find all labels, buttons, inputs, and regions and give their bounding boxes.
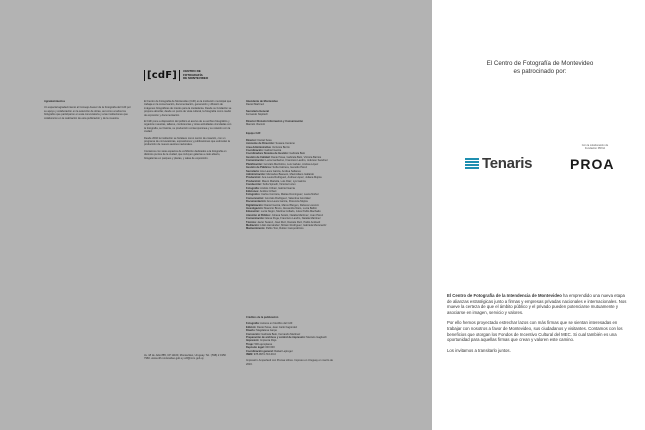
authority-3-name: Marcelo Visconti [246, 123, 265, 127]
credit-line: Corrección: Gabriela Belo, Fernando Martínez [246, 332, 301, 336]
intro-paragraph-3: Desde 2002 la institución se fortalece como centro de creación, con un programa de convocatorias, exposiciones y publicaciones que estimulan la producción de nuevos autores nacionales. [144, 136, 230, 147]
team-line: Comunicación: Elena Pega, Francisco Landro, Natalia Martínez [246, 217, 321, 221]
authority-1-role: Intendente de Montevideo [246, 100, 278, 103]
intro-paragraph-4: Contamos con siete espacios de exhibición dedicados a la fotografía en distintos puntos de la ciudad, que incluyen galerías a cielo abierto, fotogalerías en parques y plazas, y salas de exposición. [144, 149, 227, 160]
team-line: Gestión de Calidad: Daniel Sosa, Gabriela Belo, Victoria Barrios [246, 155, 322, 159]
logo-line-3: DE MONTEVIDEO [183, 76, 209, 81]
thanks-column [44, 100, 132, 123]
address-block [144, 354, 232, 364]
credits-column [246, 316, 338, 369]
credit-line: Tiraje: 500 ejemplares [246, 342, 273, 346]
team-title: Equipo CdF [246, 132, 261, 136]
proa-caption [570, 144, 620, 150]
body-paragraph-3: Los invitamos a transitarlo juntos. [447, 347, 511, 353]
credit-line: Coordinación general: Rafael Lejtreger [246, 349, 293, 353]
credit-line: Impresión: Imprenta Rojo [246, 339, 277, 343]
team-line: Fotografía: Andrés Cribari, Gabriel Garcia [246, 186, 295, 190]
team-line: Investigación: Mauricio Bruno, Alexandra Nieto, Lucía Bellini [246, 206, 317, 210]
credit-line: Diseño: Magdalena Gerpe [246, 329, 278, 333]
team-line: Secretaría: Ana Laura García, Andrea Sellanes [246, 169, 301, 173]
authorities-column [246, 100, 338, 231]
intro-paragraph-2: El CdF pone a disposición del público el acervo de su archivo fotográfico y organiza muestras, talleres, conferencias y otras actividades vinculadas con la fotografía, su historia, su producción contemporánea y su relación con la ciudad. [144, 120, 232, 134]
body-paragraph-1 [447, 293, 630, 315]
team-line: Conservación: Gonzalo Rodriguez, Valentina González [246, 196, 311, 200]
team-line: Comunicación: Lucía Garbarino, Francisco Landro, Jeferson Sanchez [246, 159, 328, 163]
sponsor-body [447, 293, 630, 358]
team-line: Ediciones: Andrés Cribari [246, 189, 277, 193]
credit-line: Depósito legal: 000 000 [246, 346, 275, 350]
team-line: Producción: Mauro Martella, Luis Díaz, Lys Gainza [246, 179, 306, 183]
thanks-text: Un especial agradecimiento al Consejo Asesor de la Fotografía del CdF por su apoyo y colaboración en la selección de obras, así como a todos los fotógrafos que participaron en esta convocatoria y a las instituciones que colaboraron en la realización de esta publicación y de la muestra. [44, 106, 131, 120]
cdf-logo-text [183, 70, 208, 81]
team-line: Área Administrativa: Verónica Berrio [246, 145, 290, 149]
team-line: Atención al Público: Johana Sotelo, Natalia Martínez, Juan Pérez [246, 213, 324, 217]
credit-line: Edición: Daniel Sosa, Jean Carlo Fagúndez [246, 325, 298, 329]
credit-line: Preparación de archivos y control de impresión: Marcelo Gagliardi [246, 336, 327, 340]
team-line: Director: Daniel Sosa [246, 138, 272, 142]
tenaris-stripes-icon [465, 158, 479, 170]
authority-2 [246, 110, 338, 117]
sponsor-heading-line-1: El Centro de Fotografía de Montevideo [486, 60, 594, 67]
body-paragraph-2: Por ello hemos proyectado estrechar lazos con más firmas que se sientan interesadas en trabajar con nosotros a favor de Montevideo, sus ciudadanos y visitantes. Contamos con los beneficios que otorgan los Fondos de Incentivo Cultural del MEC. Si cual también es una oportunidad para aquellas firmas que crean y valoren este camino. [447, 320, 623, 343]
team-line: Planificación: Gonzalo Mazzolino, Luis Galván, Andrea López [246, 162, 319, 166]
team-line: Coordinación: Gabriel García [246, 149, 282, 153]
authority-3-role: Director División Información y Comunicación [246, 119, 304, 123]
team-line: Asistente de Dirección: Susana Centeno [246, 142, 295, 146]
authority-2-name: Fernando Nopitsch [246, 113, 268, 117]
team-line: Producción: Ana Laura Rodriguez, Andrea López, Juliana Mujica [246, 176, 322, 180]
tenaris-logo [465, 155, 532, 172]
team-line: Conducción: Sofía Spinelli, Victoria Iruzun [246, 183, 296, 187]
team-line: Administración: Mercedes Bausero, Maximiliano Gallardo [246, 172, 314, 176]
cdf-logo [144, 70, 208, 81]
proa-caption-line-2: Fundación PROA [584, 147, 606, 151]
proa-caption-line-1: Con la colaboración de [581, 144, 609, 147]
thanks-title: Agradecimientos [44, 100, 66, 103]
logo-line-1: CENTRO DE [183, 69, 201, 74]
credits-title: Créditos de la publicación [246, 316, 279, 319]
address-text: Av. 18 de Julio 885, CP 11100, Montevideo, Uruguay. Tel.: (598) 2 1950 7960. www.cdf.montevideo.gub.uy cdf@imm.gub.uy [144, 354, 226, 361]
team-list [246, 139, 338, 231]
authority-1 [246, 100, 338, 107]
sponsor-heading-line-2: es patrocinado por: [513, 68, 567, 75]
team-line: Técnica: Javier Suárez, José Ruiz, Daniele Ruiz, Pablo Andreoli [246, 220, 321, 224]
credit-line: ISBN: 978-9974-716-00-0 [246, 353, 276, 357]
credits-list [246, 322, 338, 356]
team-line: Documentación: Ana Laura García, Florencia Mujica [246, 200, 308, 204]
intro-paragraph-1: El Centro de Fotografía de Montevideo (CdF) es la institución municipal que trabaja en la conservación, documentación, generación y difusión de imágenes fotográficas de interés para la ciudadanía. Desde su fundación se propone abordar, desde un punto de vista cultural, la fotografía como medio de expresión y documentación. [144, 100, 232, 117]
logo-line-2: FOTOGRAFÍA [183, 72, 203, 77]
intro-column [144, 100, 232, 163]
team-line: Digitalización: Daniel García, Marcel Bergen, Rebeca Lorenzo [246, 203, 319, 207]
team-line: Educación: Lucía Negro, Martina Collado, Jules Pablo Machado [246, 210, 321, 214]
tenaris-wordmark: Tenaris [482, 155, 533, 172]
team-line: Coordinadora Sistema de Gestión: Gabriela Belo [246, 152, 306, 156]
proa-logo: PROA [570, 156, 615, 172]
authority-2-role: Secretaria General [246, 109, 269, 113]
print-note: Impresión: Amperland con Prensa Libres. Impreso en Uruguay en marzo de 2016. [246, 359, 333, 366]
team-line: Gestión de Públicos: Sofía Cabrera, Gerardo Pérez [246, 166, 308, 170]
team-line: Mantenimiento: Pablo Tosi, Rubén Campodónico [246, 227, 304, 231]
sponsor-heading [445, 60, 635, 76]
body-paragraph-1-text: El Centro de Fotografía de la Intendencia de Montevideo ha emprendido una nueva etapa de alianzas estratégicas junto a firmas y empresas privadas nacionales e internacionales. Nos mueve la certeza de que el ámbito público y el privado pueden potenciarse mutuamente y asociarse en imagen, servicio y valores. [447, 293, 627, 315]
credit-line: Fotografía: Autores en fotolibro del CdF [246, 322, 293, 326]
authority-1-name: Daniel Martínez [246, 103, 265, 107]
team-line: Mediación: Lilián Hernández, Miriam Rodríguez, Gabriela Muzanarriz [246, 224, 327, 227]
authority-3 [246, 120, 338, 127]
cdf-logo-mark: [cdF] [144, 70, 180, 81]
team-line: Fotógrafos: Carlos Contrera, Matías Dominguez, Laura Núñez [246, 193, 319, 197]
